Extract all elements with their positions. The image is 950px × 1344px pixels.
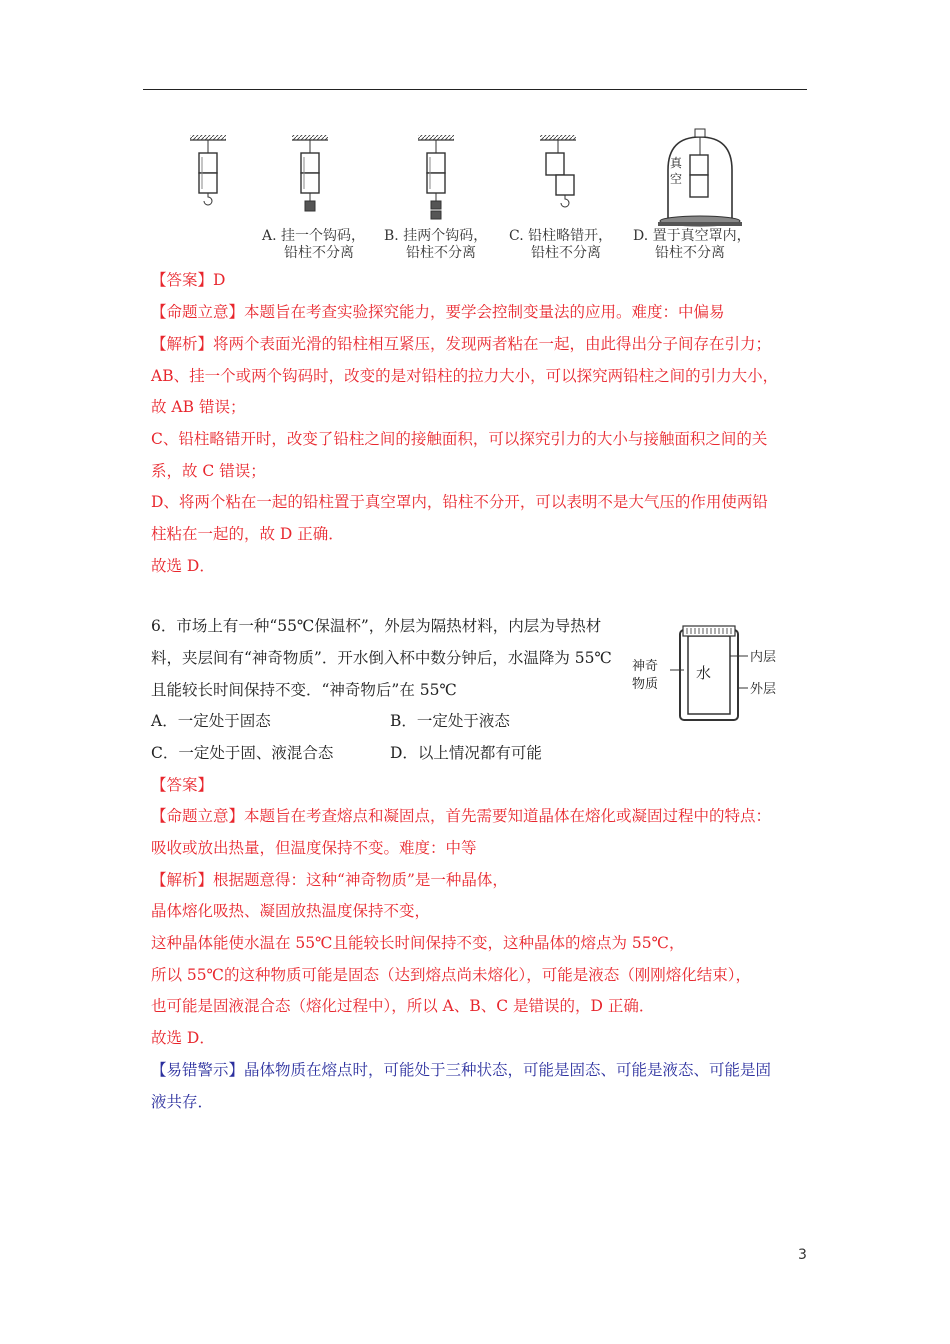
q6-option-c: C．一定处于固、液混合态 <box>151 744 334 762</box>
cup-inner-label: 内层 <box>750 650 777 665</box>
q6-analysis-1: 【解析】根据题意得：这种“神奇物质”是一种晶体， <box>151 871 508 889</box>
lead-cylinder-figure <box>180 125 770 230</box>
q5-analysis-7: 柱粘在一起的，故 D 正确． <box>151 525 344 543</box>
q5-analysis-4: C、铅柱略错开时，改变了铅柱之间的接触面积，可以探究引力的大小与接触面积之间的关 <box>151 430 768 448</box>
q6-intent-2: 吸收或放出热量，但温度保持不变。难度：中等 <box>151 839 477 857</box>
q6-stem-3: 且能较长时间保持不变．“神奇物后”在 55℃ <box>151 681 457 699</box>
q6-stem-1: 6．市场上有一种“55℃保温杯”，外层为隔热材料，内层为导热材 <box>151 617 602 635</box>
q5-analysis-5: 系，故 C 错误； <box>151 462 266 480</box>
q5-analysis-2: AB、挂一个或两个钩码时，改变的是对铅柱的拉力大小，可以探究两铅柱之间的引力大小， <box>151 367 779 385</box>
q5-answer: 【答案】D <box>151 271 226 289</box>
q6-warning-2: 液共存． <box>151 1093 214 1111</box>
setup-d <box>540 135 576 207</box>
setup-c <box>418 135 454 219</box>
cup-left-label-1: 神奇 <box>632 659 659 674</box>
setup-vacuum-bell <box>658 129 742 226</box>
q6-intent-1: 【命题立意】本题旨在考查熔点和凝固点，首先需要知道晶体在熔化或凝固过程中的特点： <box>151 807 772 825</box>
q6-analysis-2: 晶体熔化吸热、凝固放热温度保持不变， <box>151 902 431 920</box>
q6-analysis-5: 也可能是固液混合态（熔化过程中），所以 A、B、C 是错误的，D 正确． <box>151 997 655 1015</box>
caption-c: C. 铅柱略错开， 铅柱不分离 <box>509 228 613 261</box>
q5-analysis-3: 故 AB 错误； <box>151 398 246 416</box>
cup-water-label: 水 <box>696 664 712 682</box>
q6-warning-1: 【易错警示】晶体物质在熔点时，可能处于三种状态，可能是固态、可能是液态、可能是固 <box>151 1061 772 1079</box>
caption-d: D. 置于真空罩内， 铅柱不分离 <box>633 228 751 261</box>
cup-left-label-2: 物质 <box>632 677 659 692</box>
q6-option-a: A．一定处于固态 <box>151 712 271 730</box>
vacuum-label-1: 真 <box>670 156 683 170</box>
caption-a: A. 挂一个钩码， 铅柱不分离 <box>262 228 366 261</box>
q6-analysis-3: 这种晶体能使水温在 55℃且能较长时间保持不变，这种晶体的熔点为 55℃， <box>151 934 685 952</box>
insulated-cup-figure <box>630 622 790 724</box>
page-number: 3 <box>798 1247 807 1263</box>
setup-a <box>190 135 226 205</box>
q6-stem-2: 料，夹层间有“神奇物质”．开水倒入杯中数分钟后，水温降为 55℃ <box>151 649 612 667</box>
setup-b1 <box>292 135 328 211</box>
vacuum-label-2: 空 <box>670 172 683 186</box>
caption-b: B. 挂两个钩码， 铅柱不分离 <box>384 228 488 261</box>
q6-answer: 【答案】 <box>151 776 214 794</box>
q5-analysis-1: 【解析】将两个表面光滑的铅柱相互紧压，发现两者粘在一起，由此得出分子间存在引力； <box>151 335 772 353</box>
q5-analysis-6: D、将两个粘在一起的铅柱置于真空罩内，铅柱不分开，可以表明不是大气压的作用使两铅 <box>151 493 768 511</box>
q6-choose: 故选 D． <box>151 1029 215 1047</box>
q5-choose: 故选 D． <box>151 557 215 575</box>
cup-outer-label: 外层 <box>750 682 777 697</box>
header-rule <box>143 89 807 90</box>
q5-intent: 【命题立意】本题旨在考查实验探究能力，要学会控制变量法的应用。难度：中偏易 <box>151 303 725 321</box>
q6-option-d: D．以上情况都有可能 <box>390 744 542 762</box>
q6-option-b: B．一定处于液态 <box>390 712 510 730</box>
q6-analysis-4: 所以 55℃的这种物质可能是固态（达到熔点尚未熔化），可能是液态（刚刚熔化结束）， <box>151 966 751 984</box>
